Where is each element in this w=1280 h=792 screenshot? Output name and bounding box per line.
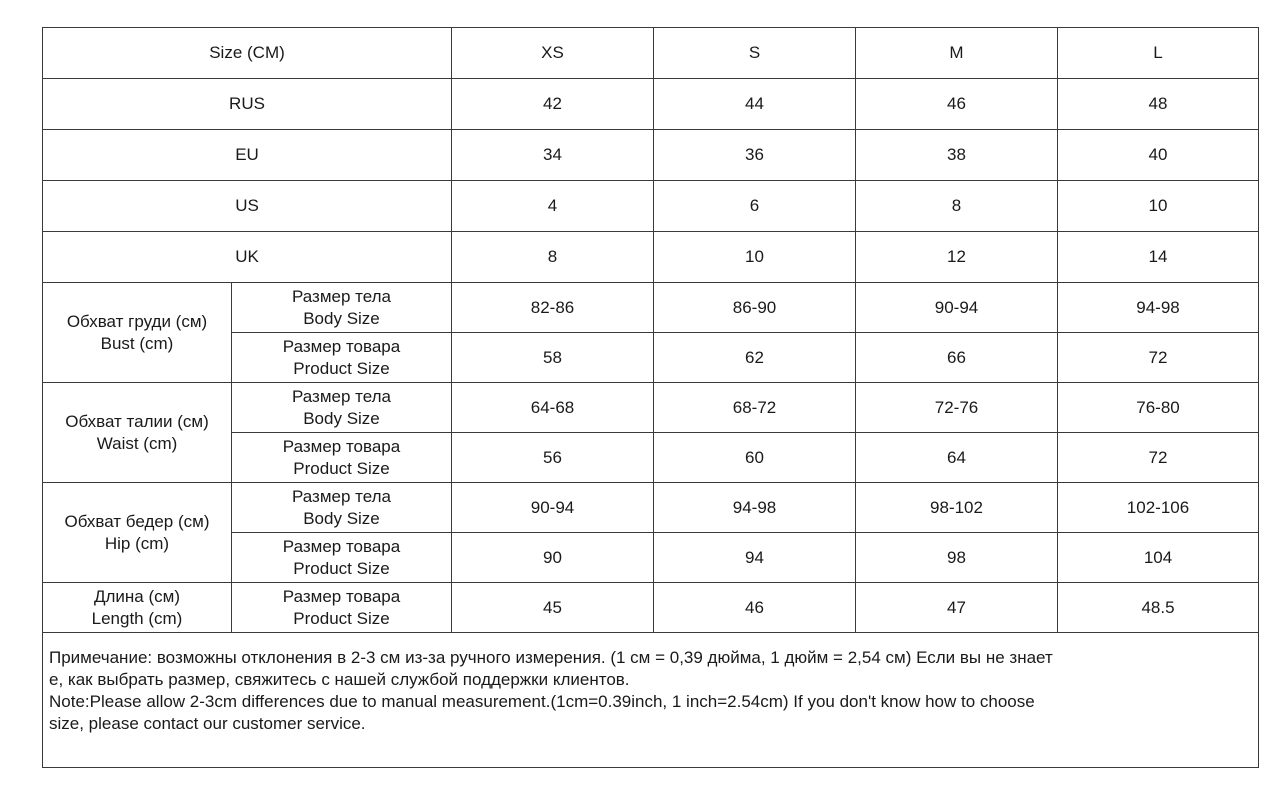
table-cell: 104	[1058, 533, 1259, 583]
table-cell: 36	[654, 130, 856, 181]
table-cell: 98	[856, 533, 1058, 583]
size-xs-header: XS	[452, 28, 654, 79]
table-cell: 44	[654, 79, 856, 130]
system-label: UK	[43, 232, 452, 283]
table-cell: 56	[452, 433, 654, 483]
measurement-label-hip	[43, 483, 232, 583]
table-row	[43, 483, 1259, 533]
table-cell: 102-106	[1058, 483, 1259, 533]
size-l-header: L	[1058, 28, 1259, 79]
table-cell: 90-94	[856, 283, 1058, 333]
size-type-ru: Размер товара	[282, 586, 401, 606]
measurement-label-text	[65, 411, 209, 455]
system-label: EU	[43, 130, 452, 181]
table-cell: 72-76	[856, 383, 1058, 433]
table-cell: 94-98	[1058, 283, 1259, 333]
table-cell: 82-86	[452, 283, 654, 333]
size-type-label	[232, 583, 452, 633]
size-header-label: Size (CM)	[43, 28, 452, 79]
size-type-en: Body Size	[303, 308, 380, 328]
measurement-label-waist	[43, 383, 232, 483]
measurement-label-en: Length (cm)	[91, 608, 183, 628]
table-cell: 8	[856, 181, 1058, 232]
table-cell: 40	[1058, 130, 1259, 181]
size-type-label	[232, 333, 452, 383]
note-en-line-1: Note:Please allow 2-3cm differences due to manual measurement.(1cm=0.39inch, 1 inch=2.54cm) If you don't know how to choose	[49, 692, 1035, 711]
measurement-label-en: Waist (cm)	[96, 433, 178, 453]
measurement-label-en: Bust (cm)	[100, 333, 174, 353]
table-cell: 90-94	[452, 483, 654, 533]
measurement-label-text	[92, 586, 183, 630]
size-s-header: S	[654, 28, 856, 79]
table-row	[43, 130, 1259, 181]
table-row	[43, 232, 1259, 283]
table-cell: 58	[452, 333, 654, 383]
note-en-line-2: size, please contact our customer service.	[49, 714, 366, 733]
size-type-label	[232, 383, 452, 433]
table-cell: 94-98	[654, 483, 856, 533]
measurement-label-ru: Длина (см)	[93, 586, 180, 606]
size-table	[42, 27, 1259, 768]
table-cell: 10	[1058, 181, 1259, 232]
table-cell: 64	[856, 433, 1058, 483]
table-cell: 47	[856, 583, 1058, 633]
table-row	[43, 383, 1259, 433]
note-ru-line-2: е, как выбрать размер, свяжитесь с нашей службой поддержки клиентов.	[49, 670, 630, 689]
measurement-label-en: Hip (cm)	[104, 533, 170, 553]
table-cell: 4	[452, 181, 654, 232]
size-type-ru: Размер товара	[282, 536, 401, 556]
size-type-en: Body Size	[303, 408, 380, 428]
note-cell	[43, 633, 1259, 768]
size-type-ru: Размер тела	[291, 386, 391, 406]
note-row	[43, 633, 1259, 768]
table-cell: 72	[1058, 333, 1259, 383]
size-type-label	[232, 283, 452, 333]
measurement-label-ru: Обхват бедер (см)	[64, 511, 210, 531]
table-cell: 8	[452, 232, 654, 283]
size-type-label	[232, 483, 452, 533]
size-type-en: Body Size	[303, 508, 380, 528]
measurement-label-ru: Обхват груди (см)	[66, 311, 208, 331]
table-cell: 46	[654, 583, 856, 633]
table-row	[43, 583, 1259, 633]
size-type-ru: Размер товара	[282, 336, 401, 356]
measurement-label-length	[43, 583, 232, 633]
table-cell: 46	[856, 79, 1058, 130]
system-label: RUS	[43, 79, 452, 130]
table-cell: 6	[654, 181, 856, 232]
size-type-ru: Размер товара	[282, 436, 401, 456]
header-row	[43, 28, 1259, 79]
size-type-label	[232, 533, 452, 583]
table-cell: 12	[856, 232, 1058, 283]
measurement-label-ru: Обхват талии (см)	[65, 411, 209, 431]
table-row	[43, 181, 1259, 232]
size-type-label	[232, 433, 452, 483]
table-cell: 98-102	[856, 483, 1058, 533]
measurement-label-bust	[43, 283, 232, 383]
size-type-en: Product Size	[293, 358, 390, 378]
size-m-header: M	[856, 28, 1058, 79]
table-cell: 42	[452, 79, 654, 130]
table-cell: 64-68	[452, 383, 654, 433]
size-type-ru: Размер тела	[291, 486, 391, 506]
table-cell: 48	[1058, 79, 1259, 130]
table-row	[43, 283, 1259, 333]
measurement-label-text	[67, 311, 207, 355]
table-cell: 10	[654, 232, 856, 283]
table-cell: 66	[856, 333, 1058, 383]
size-type-en: Product Size	[293, 608, 390, 628]
table-cell: 68-72	[654, 383, 856, 433]
table-cell: 60	[654, 433, 856, 483]
system-label: US	[43, 181, 452, 232]
table-cell: 94	[654, 533, 856, 583]
table-cell: 48.5	[1058, 583, 1259, 633]
table-cell: 72	[1058, 433, 1259, 483]
note-ru-line-1: Примечание: возможны отклонения в 2-3 см из-за ручного измерения. (1 см = 0,39 дюйма, 1 дюйм = 2,54 см) Если вы не знает	[49, 648, 1053, 667]
size-type-en: Product Size	[293, 458, 390, 478]
table-cell: 45	[452, 583, 654, 633]
table-cell: 62	[654, 333, 856, 383]
table-cell: 76-80	[1058, 383, 1259, 433]
table-cell: 34	[452, 130, 654, 181]
table-cell: 86-90	[654, 283, 856, 333]
measurement-label-text	[64, 511, 209, 555]
table-cell: 38	[856, 130, 1058, 181]
table-cell: 14	[1058, 232, 1259, 283]
table-cell: 90	[452, 533, 654, 583]
size-type-ru: Размер тела	[291, 286, 391, 306]
size-chart	[42, 27, 1258, 767]
size-type-en: Product Size	[293, 558, 390, 578]
table-row	[43, 79, 1259, 130]
